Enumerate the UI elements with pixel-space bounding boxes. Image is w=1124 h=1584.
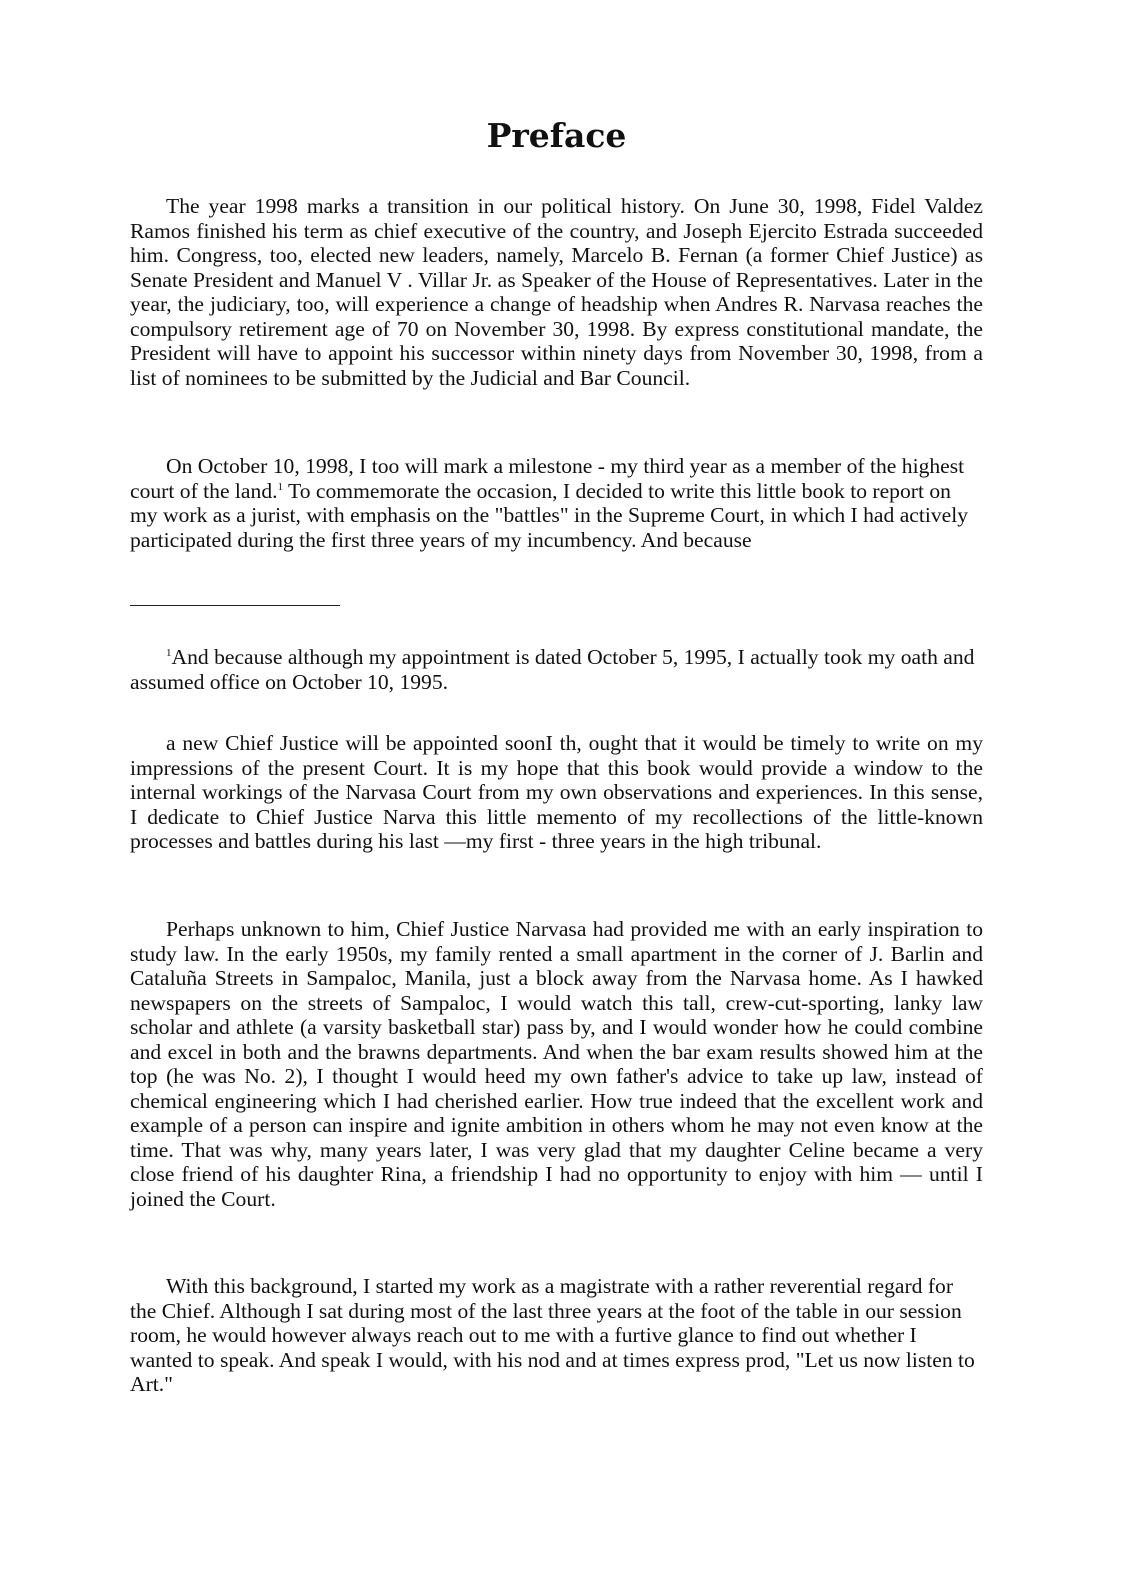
page-title: Preface (486, 116, 627, 155)
footnote-text: And because although my appointment is dated October 5, 1995, I actually took my oath and assumed office on October 10, 1995. (130, 645, 975, 694)
paragraph-milestone (130, 454, 983, 552)
footnote-marker: 1 (166, 646, 172, 659)
footnote-reference: 1 (277, 480, 284, 493)
paragraph-new-chief-justice: a new Chief Justice will be appointed soonI th, ought that it would be timely to write on my impressions of the present Court. It is my hope that this book would provide a window to the internal workings of the Narvasa Court from my own observations and experiences. In this sense, I dedicate to Chief Justice Narva this little memento of my recollections of the little-known processes and battles during his last —my first - three years in the high tribunal. (130, 731, 983, 853)
footnote (130, 645, 983, 694)
paragraph-milestone-text-continued: To commemorate the occasion, I decided to write this little book to report on my work as a jurist, with emphasis on the "battles" in the Supreme Court, in which I had actively participated during the first three years of my incumbency. And because (130, 478, 969, 552)
footnote-divider (130, 605, 340, 606)
paragraph-early-inspiration: Perhaps unknown to him, Chief Justice Narvasa had provided me with an early inspiration to study law. In the early 1950s, my family rented a small apartment in the corner of J. Barlin and Cataluña Streets in Sampaloc, Manila, just a block away from the Narvasa home. As I hawked newspapers on the streets of Sampaloc, I would watch this tall, crew-cut-sporting, lanky law scholar and athlete (a varsity basketball star) pass by, and I would wonder how he could combine and excel in both and the brawns departments. And when the bar exam results showed him at the top (he was No. 2), I thought I would heed my own father's advice to take up law, instead of chemical engineering which I had cherished earlier. How true indeed that the excellent work and example of a person can inspire and ignite ambition in others whom he may not even know at the time. That was why, many years later, I was very glad that my daughter Celine became a very close friend of his daughter Rina, a friendship I had no opportunity to enjoy with him — until I joined the Court. (130, 917, 983, 1211)
paragraph-reverential-regard: With this background, I started my work as a magistrate with a rather reverential regard for the Chief. Although I sat during most of the last three years at the foot of the table in our session room, he would however always reach out to me with a furtive glance to find out whether I wanted to speak. And speak I would, with his nod and at times express prod, "Let us now listen to Art." (130, 1274, 975, 1396)
paragraph-milestone-text: On October 10, 1998, I too will mark a milestone - my third year as a member of the highest court of the land. (130, 454, 965, 503)
paragraph-transition-1998: The year 1998 marks a transition in our political history. On June 30, 1998, Fidel Valdez Ramos finished his term as chief executive of the country, and Joseph Ejercito Estrada succeeded him. Congress, too, elected new leaders, namely, Marcelo B. Fernan (a former Chief Justice) as Senate President and Manuel V . Villar Jr. as Speaker of the House of Representatives. Later in the year, the judiciary, too, will experience a change of headship when Andres R. Narvasa reaches the compulsory retirement age of 70 on November 30, 1998. By express constitutional mandate, the President will have to appoint his successor within ninety days from November 30, 1998, from a list of nominees to be submitted by the Judicial and Bar Council. (130, 194, 983, 390)
